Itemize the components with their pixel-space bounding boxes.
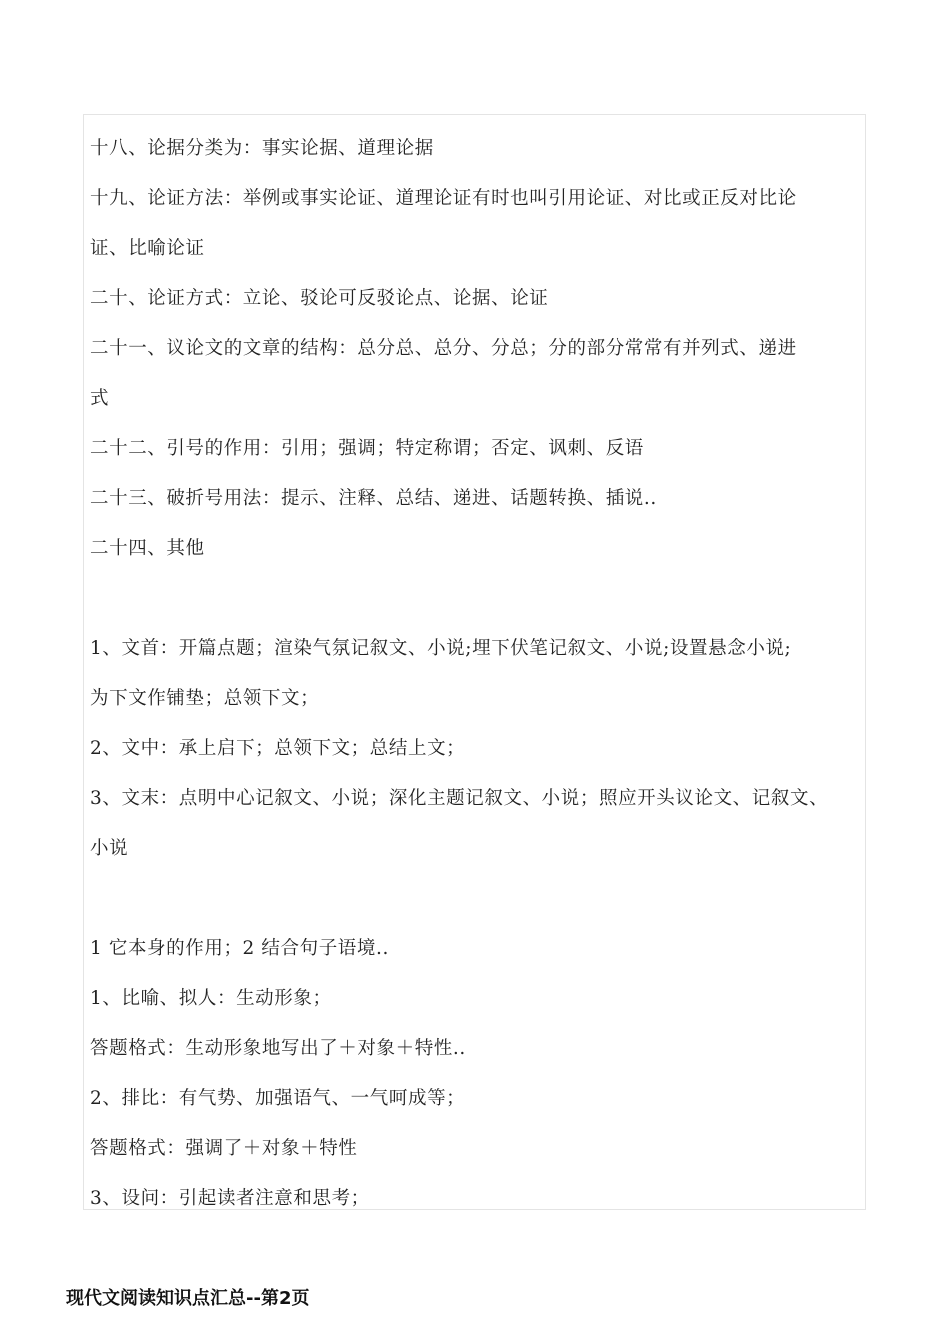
text-line: 证、比喻论证 xyxy=(90,238,205,259)
blank-line xyxy=(90,874,859,924)
text-line: 1、文首：开篇点题；渲染气氛记叙文、小说;埋下伏笔记叙文、小说;设置悬念小说; xyxy=(90,638,792,659)
text-line: 二十四、其他 xyxy=(90,538,205,559)
text-line: 3、文末：点明中心记叙文、小说；深化主题记叙文、小说；照应开头议论文、记叙文、 xyxy=(90,788,829,809)
text-line: 为下文作铺垫；总领下文； xyxy=(90,688,320,709)
text-line: 1 它本身的作用；2 结合句子语境.. xyxy=(90,938,389,959)
text-line: 二十一、议论文的文章的结构：总分总、总分、分总；分的部分常常有并列式、递进 xyxy=(90,338,797,359)
text-line: 3、设问：引起读者注意和思考； xyxy=(90,1188,370,1209)
text-line: 二十二、引号的作用：引用；强调；特定称谓；否定、讽刺、反语 xyxy=(90,438,644,459)
page-footer: 现代文阅读知识点汇总--第2页 xyxy=(66,1288,310,1309)
text-line: 十八、论据分类为：事实论据、道理论据 xyxy=(90,138,434,159)
text-line: 2、文中：承上启下；总领下文；总结上文； xyxy=(90,738,466,759)
text-line: 答题格式：强调了＋对象＋特性 xyxy=(90,1138,358,1159)
text-line: 1、比喻、拟人：生动形象； xyxy=(90,988,332,1009)
text-line: 十九、论证方法：举例或事实论证、道理论证有时也叫引用论证、对比或正反对比论 xyxy=(90,188,797,209)
text-line: 答题格式：生动形象地写出了＋对象＋特性.. xyxy=(90,1038,466,1059)
text-line: 二十、论证方式：立论、驳论可反驳论点、论据、论证 xyxy=(90,288,549,309)
text-line: 小说 xyxy=(90,838,129,859)
document-content-box xyxy=(83,114,866,1210)
text-line: 2、排比：有气势、加强语气、一气呵成等； xyxy=(90,1088,466,1109)
text-line: 式 xyxy=(90,388,110,409)
blank-line xyxy=(90,574,859,624)
text-line: 二十三、破折号用法：提示、注释、总结、递进、话题转换、插说.. xyxy=(90,488,657,509)
